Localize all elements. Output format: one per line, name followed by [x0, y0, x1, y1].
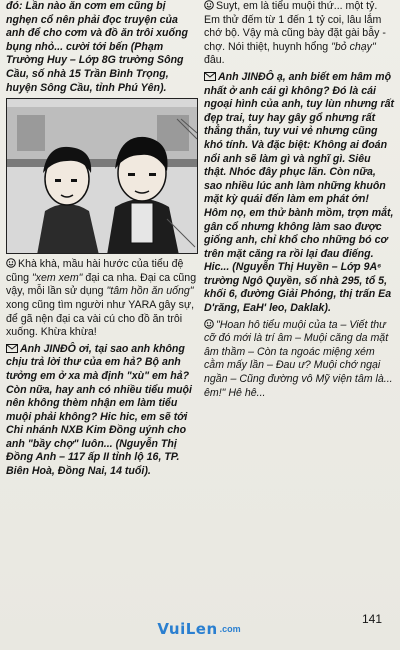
logo-text: VuiLen [157, 620, 218, 638]
letter-1-text: đó: Lần nào ăn cơm em cũng bị nghẹn cổ nên phải đọc truyện của anh để cho cơm và đồ ăn trôi xuống bụng nhỏ... cười tới bến [6, 0, 188, 53]
right-column [204, 0, 394, 403]
reply-2-text: Suyt, em là tiểu muội thứ... một tỷ. Em thử đếm từ 1 đến 1 tỷ coi, lâu lắm chớ bộ. Vậy mà cũng bày đặt gài bẫy - chợ. Nói thiệt, huynh hổng [204, 0, 386, 53]
left-column [6, 0, 198, 482]
reply-2 [204, 0, 394, 68]
reply-1-quote-1: "xem xem" [31, 271, 83, 284]
reply-3-text: "Hoan hô tiểu muội của ta – Viết thư cỡ đó mới là trí âm – Muội căng da mặt âm thầm – Còn ta ngoác miệng xém cằm mấy lần – Đau ư? Muội chớ ngại ngần – Cũng đường vô Mỹ viện tâm là... êm!" Hê hê... [204, 318, 393, 399]
letter-1-ending [6, 0, 198, 95]
manga-characters-image [7, 99, 198, 254]
letter-envelope-icon [6, 344, 18, 353]
reply-1-text-c: xong cũng tìm người như YARA gây sự, để gã nện đại ca vài cú cho đồ ăn trôi xuống. Khừa khừa! [6, 298, 195, 339]
reply-1-text-a: Khà khà, mầu hài hước của tiểu đệ cũng [6, 258, 184, 284]
reply-1 [6, 258, 198, 340]
reply-3 [204, 319, 394, 401]
letter-3-signature: (Nguyễn Thị Huyền – Lớp 9A⁶ trường Ngô Quyền, số nhà 295, tổ 5, khối 6, đường Giải Phóng, thị trấn Ea D'răng, EaH' leo, Daklak). [204, 261, 392, 315]
smiley-icon [204, 0, 214, 10]
manga-illustration [6, 98, 198, 254]
watermark-logo [134, 616, 264, 642]
reply-1-quote-2: "tâm hồn ăn uống" [106, 285, 194, 298]
smiley-icon [204, 319, 214, 329]
reply-2-end: đâu. [204, 54, 225, 67]
letter-3-text: Anh JINĐÔ ạ, anh biết em hâm mộ nhất ở anh cái gì không? Đó là cái ngoại hình của anh, tuy lùn nhưng rất đẹp trai, tuy hay gây gổ nhưng rất thẳng thắn, tuy vui vẻ nhưng cũng khó tính. Và đặc biệt: Không ai đoán nổi anh sẽ làm gì và nghĩ gì. Siêu thật. Nhóc đây phục lăn. Còn nữa, sao nhiều lúc anh làm những khuôn mặt kỳ quái đến làm em phát ớn! Hôm nọ, em thử bành mồm, trợn mắt, gân cổ nhưng không làm sao được giống anh, chỉ khổ cho những bó cơ trên mặt căng ra rồi lại đau điếng. Hic... [204, 70, 395, 274]
letter-1-signature: (Phạm Trường Huy – Lớp 8G trường Sông Cầu, số nhà 15 Trần Bình Trọng, huyện Sông Cầu, tỉnh Phú Yên). [6, 40, 184, 94]
reply-2-quote: "bỏ chạy" [331, 40, 376, 53]
logo-domain: .com [219, 624, 241, 634]
page-number: 141 [362, 612, 383, 626]
letter-2-text: Anh JINĐÔ ơi, tại sao anh không chịu trả lời thư của em hả? Bộ anh tưởng em ở xa mà định "xù" em hả? Còn nữa, hay anh có nhiều tiểu muội nên không thèm nhận em làm tiểu muội phải không? Hic hic, em sẽ tới Chi nhánh NXB Kim Đồng uýnh cho anh "bầy chợ" luôn... [6, 342, 192, 450]
smiley-icon [6, 258, 16, 268]
letter-3 [204, 71, 394, 316]
letter-2-signature: (Nguyễn Thị Đồng Anh – 117 ấp II tỉnh lộ 16, TP. Biên Hoà, Đồng Nai, 14 tuổi). [6, 437, 180, 478]
letter-2 [6, 343, 198, 479]
reply-1-text-b: đại ca nha. Đại ca cũng vậy, mỗi lần sử dụng [6, 271, 197, 298]
letter-envelope-icon [204, 72, 216, 81]
